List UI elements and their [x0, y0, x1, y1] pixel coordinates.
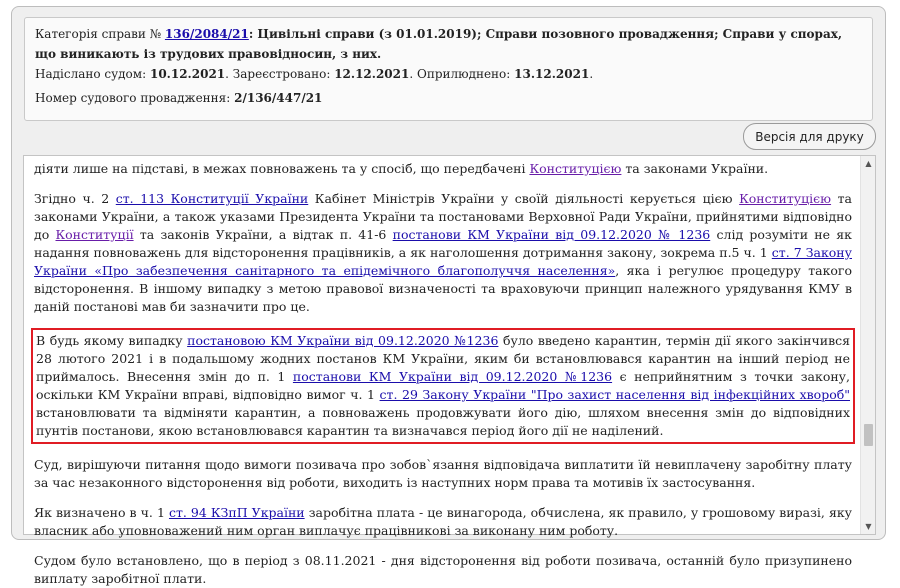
text: Як визначено в ч. 1 — [34, 505, 169, 520]
proceeding-label: Номер судового провадження: — [35, 91, 231, 105]
paragraph — [34, 160, 852, 178]
proceeding-line — [35, 88, 862, 108]
document-frame[interactable] — [23, 155, 876, 586]
case-number-link[interactable]: 136/2084/21 — [164, 27, 249, 41]
court-decision-panel — [11, 6, 886, 586]
document-text — [24, 156, 860, 586]
scroll-thumb[interactable] — [864, 424, 873, 446]
resolution-link[interactable]: постанови КМ України від 09.12.2020 №1236 — [292, 369, 613, 384]
text: заробітна плата - це винагорода, обчислена, як правило, у грошовому виразі, яку власник або уповноважений ним орган виплачує працівникові за виконану ним роботу. — [34, 505, 852, 538]
highlighted-paragraph — [31, 328, 855, 444]
law-link[interactable]: ст. 7 Закону України «Про забезпечення санітарного та епідемічного благополуччя населення» — [34, 245, 852, 278]
proceeding-number: 2/136/447/21 — [234, 91, 323, 105]
scroll-down-arrow-icon[interactable]: ▼ — [865, 522, 872, 531]
text: слід розуміти не як надання повноважень для відсторонення працівників, а як наголошення дотримання закону, зокрема п.5 ч. 1 — [34, 227, 852, 260]
text: та законами України. — [621, 161, 769, 176]
published-label: Оприлюднено: — [416, 67, 511, 81]
text: та законів України, а відтак п. 41-6 — [133, 227, 393, 242]
text: та законами України, а також указами Президента України та постановами Верховної Ради України, прийнятими відповідно до — [34, 191, 852, 242]
paragraph — [34, 552, 852, 588]
resolution-link[interactable]: постанови КМ України від 09.12.2020 № 1236 — [392, 227, 711, 242]
paragraph — [34, 504, 852, 540]
law-link[interactable]: ст. 113 Конституції України — [115, 191, 309, 206]
text: встановлювати та відміняти карантин, а повноважень продовжувати його дію, шляхом внесення змін до відповідних пунтів постанови, якою встановлювався карантин та визначався період його дії не наділений. — [36, 405, 850, 438]
text: Суд, вирішуючи питання щодо вимоги позивача про зобов`язання відповідача виплатити їй невиплачену заробітну плату за час незаконного відсторонення від роботи, виходить із наступних норм права та мотивів їх застосування. — [34, 457, 852, 490]
text: Судом було встановлено, що в період з 08.11.2021 - дня відсторонення від роботи позивача, останній було призупинено виплату заробітної плати. — [34, 553, 852, 586]
scroll-up-arrow-icon[interactable]: ▲ — [865, 159, 872, 168]
law-link[interactable]: ст. 29 Закону України "Про захист населення від інфекційних хвороб" — [379, 387, 851, 402]
published-date: 13.12.2021 — [514, 67, 590, 81]
paragraph — [34, 456, 852, 492]
text: є неприйнятним з точки закону, оскільки КМ України вправі, відповідно вимог ч. 1 — [36, 369, 850, 402]
paragraph — [34, 190, 852, 316]
text: В будь якому випадку — [36, 333, 188, 348]
constitution-link[interactable]: Конституцією — [529, 161, 622, 176]
registered-label: Зареєстровано: — [232, 67, 331, 81]
constitution-link[interactable]: Конституції — [55, 227, 134, 242]
labor-code-link[interactable]: ст. 94 КЗпП України — [168, 505, 305, 520]
text: було введено карантин, термін дії якого закінчився 28 лютого 2021 і в подальшому жодних постанов КМ України, яким би встановлювався карантин на інший період не приймалось. Внесення змін до п. 1 — [36, 333, 850, 384]
registered-date: 12.12.2021 — [334, 67, 410, 81]
text: Кабінет Міністрів України у своїй діяльності керується цією — [308, 191, 740, 206]
text: Згідно ч. 2 — [34, 191, 116, 206]
case-info-box — [24, 17, 873, 121]
case-category-line — [35, 24, 862, 64]
category-label: Категорія справи № — [35, 27, 162, 41]
sent-date: 10.12.2021 — [149, 67, 226, 81]
text: діяти лише на підставі, в межах повноважень та у спосіб, що передбачені — [34, 161, 530, 176]
text: , яка і регулює процедуру такого відсторонення. В іншому випадку з метою правової визначеності та враховуючи принцип належного урядування КМУ в даній постанові мав би зазначити про це. — [34, 263, 852, 314]
sent-label: Надіслано судом: — [35, 67, 147, 81]
print-version-button[interactable]: Версія для друку — [743, 123, 876, 150]
constitution-link[interactable]: Конституцією — [739, 191, 832, 206]
resolution-link[interactable]: постановою КМ України від 09.12.2020 №1236 — [187, 333, 499, 348]
category-text: : Цивільні справи (з 01.01.2019); Справи позовного провадження; Справи у спорах, що виникають із трудових правовідносин, з них. — [35, 27, 843, 61]
case-dates-line: Надіслано судом: 10.12.2021. Зареєстровано: 12.12.2021. Оприлюднено: 13.12.2021. — [35, 67, 594, 81]
vertical-scrollbar[interactable] — [860, 156, 875, 534]
